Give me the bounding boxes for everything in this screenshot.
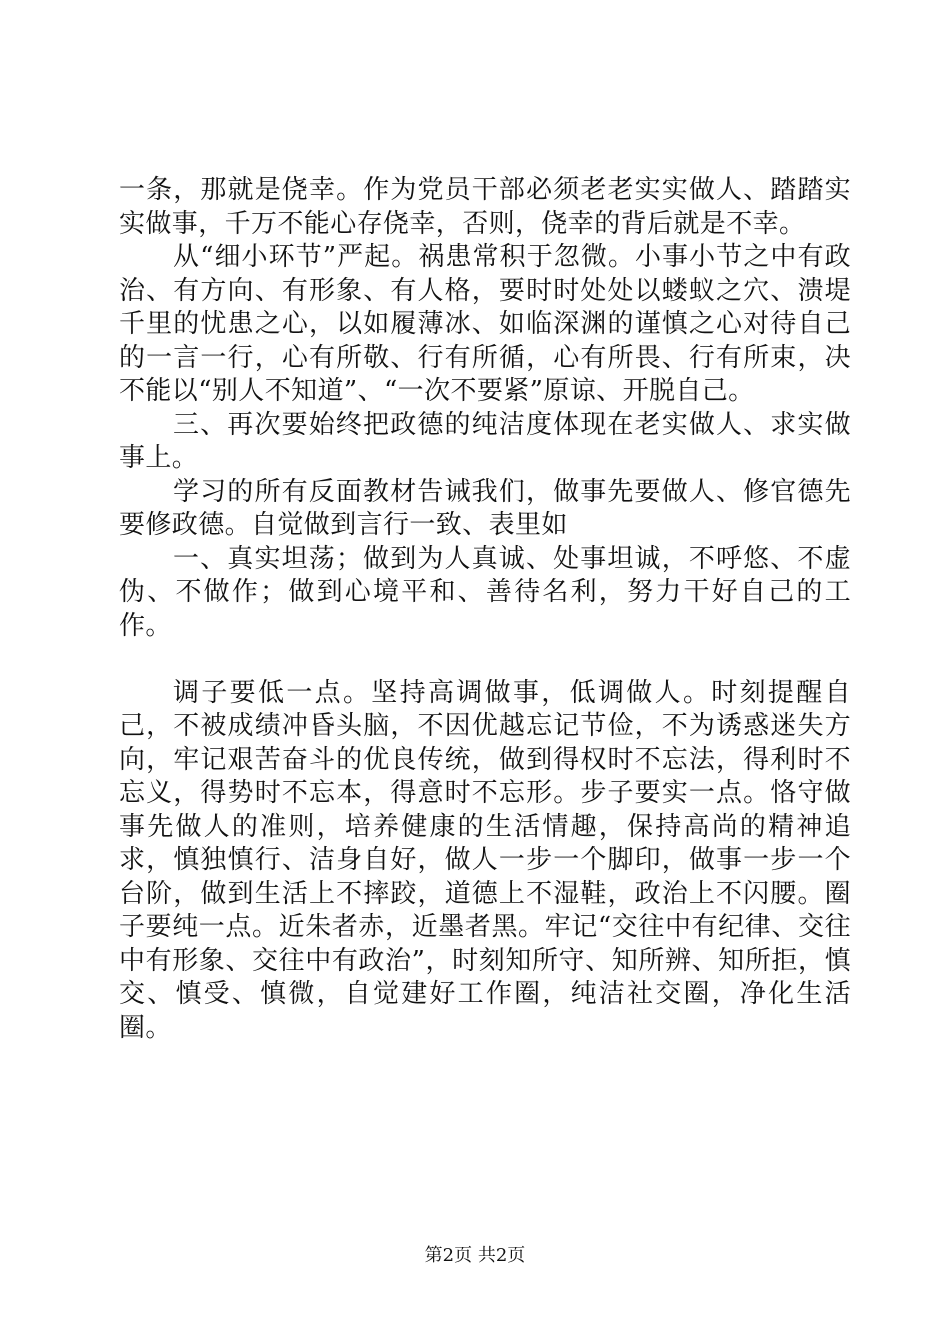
page-footer: 第2页 共2页 (424, 1245, 526, 1266)
document-body (119, 174, 851, 1045)
paragraph-lessons: 学习的所有反面教材告诫我们，做事先要做人、修官德先要修政德。自觉做到言行一致、表里如 (119, 476, 851, 540)
paragraph-gap (119, 643, 851, 677)
paragraph-low-profile: 调子要低一点。坚持高调做事，低调做人。时刻提醒自己，不被成绩冲昏头脑，不因优越忘记节俭，不为诱惑迷失方向，牢记艰苦奋斗的优良传统，做到得权时不忘法，得利时不忘义，得势时不忘本，得意时不忘形。步子要实一点。恪守做事先做人的准则，培养健康的生活情趣，保持高尚的精神追求，慎独慎行、洁身自好，做人一步一个脚印，做事一步一个台阶，做到生活上不摔跤，道德上不湿鞋，政治上不闪腰。圈子要纯一点。近朱者赤，近墨者黑。牢记“交往中有纪律、交往中有形象、交往中有政治”，时刻知所守、知所辨、知所拒，慎交、慎受、慎微，自觉建好工作圈，纯洁社交圈，净化生活圈。 (119, 677, 851, 1043)
paragraph-sincerity: 一、真实坦荡；做到为人真诚、处事坦诚，不呼悠、不虚伪、不做作；做到心境平和、善待名利，努力干好自己的工作。 (119, 543, 851, 641)
paragraph-continuation: 一条，那就是侥幸。作为党员干部必须老老实实做人、踏踏实实做事，千万不能心存侥幸，否则，侥幸的背后就是不幸。 (119, 175, 851, 239)
paragraph-section-three: 三、再次要始终把政德的纯洁度体现在老实做人、求实做事上。 (119, 409, 851, 473)
paragraph-small-details: 从“细小环节”严起。祸患常积于忽微。小事小节之中有政治、有方向、有形象、有人格，要时时处处以蝼蚁之穴、溃堤千里的忧患之心，以如履薄冰、如临深渊的谨慎之心对待自己的一言一行，心有所敬、行有所循，心有所畏、行有所束，决不能以“别人不知道”、“一次不要紧”原谅、开脱自己。 (119, 242, 851, 406)
